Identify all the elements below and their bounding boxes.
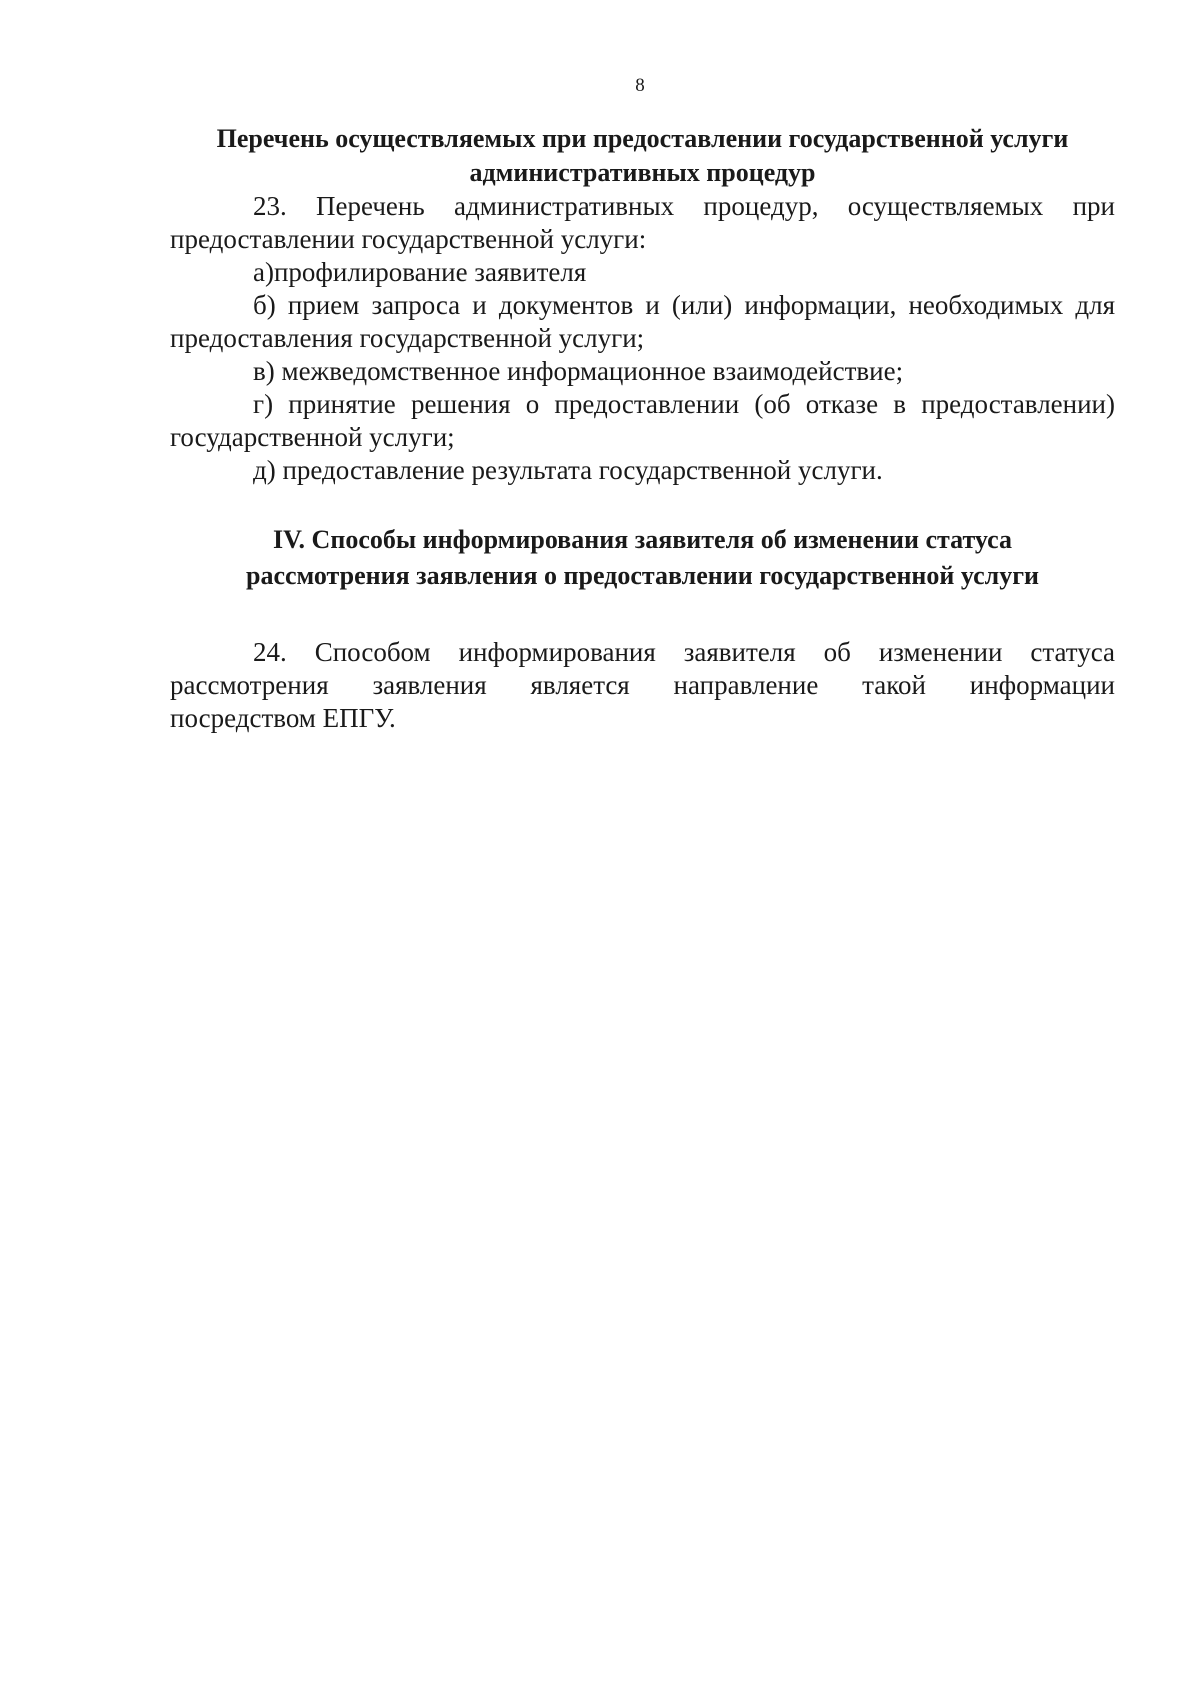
section-procedures	[170, 122, 1115, 487]
paragraph-line: государственной услуги;	[170, 422, 455, 452]
list-item-g	[170, 388, 1115, 454]
page-number: 8	[635, 75, 645, 96]
heading-line: рассмотрения заявления о предоставлении государственной услуги	[245, 561, 1039, 590]
heading-line: административных процедур	[469, 158, 816, 187]
paragraph-line: предоставления государственной услуги;	[170, 323, 645, 353]
paragraph-line: посредством ЕПГУ.	[170, 703, 396, 733]
paragraph-24	[170, 636, 1115, 735]
paragraph-23	[170, 190, 1115, 256]
list-item-b	[170, 289, 1115, 355]
paragraph-line: предоставлении государственной услуги:	[170, 224, 647, 254]
list-item-v: в) межведомственное информационное взаимодействие;	[253, 356, 904, 386]
list-item-a: а)профилирование заявителя	[253, 257, 587, 287]
document-content	[170, 122, 1115, 735]
heading-line: Перечень осуществляемых при предоставлении государственной услуги	[216, 124, 1069, 153]
list-item-d: д) предоставление результата государственной услуги.	[253, 455, 883, 485]
section-informing	[170, 522, 1115, 735]
paragraph-line: г) принятие решения о предоставлении (об отказе в предоставлении)	[253, 389, 1115, 419]
paragraph-line: 24. Способом информирования заявителя об изменении статуса	[253, 637, 1115, 667]
section-heading-informing	[170, 522, 1115, 594]
paragraph-line: рассмотрения заявления является направление такой информации	[170, 670, 1115, 700]
section-heading-procedures	[170, 122, 1115, 190]
paragraph-line: б) прием запроса и документов и (или) информации, необходимых для	[253, 290, 1115, 320]
heading-line: IV. Способы информирования заявителя об изменении статуса	[273, 525, 1012, 554]
paragraph-line: 23. Перечень административных процедур, осуществляемых при	[253, 191, 1115, 221]
